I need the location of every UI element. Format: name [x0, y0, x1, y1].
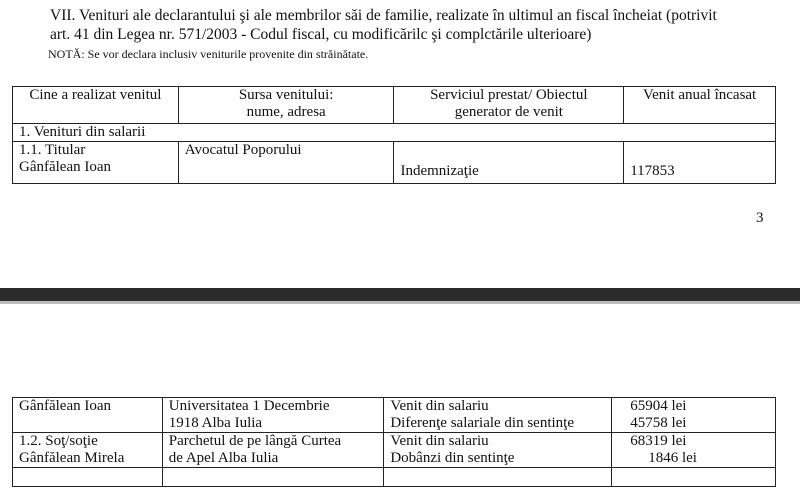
- table-header-row: [13, 87, 776, 124]
- cell-amount: 117853: [624, 142, 776, 184]
- header-amount: Venit anual încasat: [624, 87, 776, 124]
- header-who: Cine a realizat venitul: [13, 87, 179, 124]
- table-row-empty: [13, 468, 776, 487]
- page-break-shadow: [0, 301, 800, 304]
- header-service: Serviciul prestat/ Obiectul generator de venit: [394, 87, 624, 124]
- page-number: 3: [756, 210, 764, 226]
- nota-text: NOTĂ: Se vor declara inclusiv veniturile provenite din străinătate.: [48, 47, 369, 61]
- cell-amount: 65904 lei 45758 lei: [612, 398, 776, 433]
- income-table-top: [12, 86, 776, 184]
- cell-source: Universitatea 1 Decembrie 1918 Alba Iulia: [162, 398, 384, 433]
- cell-who: Gânfălean Ioan: [13, 398, 163, 433]
- header-source: Sursa venitului: nume, adresa: [178, 87, 394, 124]
- cell-service: Venit din salariu Diferenţe salariale din sentinţe: [384, 398, 612, 433]
- cell-source: Parchetul de pe lângă Curtea de Apel Alba Iulia: [162, 433, 384, 468]
- cell-source: Avocatul Poporului: [178, 142, 394, 184]
- section-title-line2: art. 41 din Legea nr. 571/2003 - Codul fiscal, cu modificărilс şi complсtările ulterioare): [50, 26, 592, 43]
- cell-amount: 68319 lei 1846 lei: [612, 433, 776, 468]
- table-row: [13, 433, 776, 468]
- table-row: [13, 398, 776, 433]
- table-row: [13, 142, 776, 184]
- cell-service: Indemnizaţie: [394, 142, 624, 184]
- cell-who: 1.1. Titular Gânfălean Ioan: [13, 142, 179, 184]
- cell-who: 1.2. Soţ/soţie Gânfălean Mirela: [13, 433, 163, 468]
- section-title-line1: VII. Venituri ale declarantului şi ale membrilor săi de familie, realizate în ultimul an fiscal încheiat (potrivit: [50, 7, 717, 24]
- section-label: 1. Venituri din salarii: [13, 124, 776, 142]
- income-table-continued: [12, 397, 776, 487]
- section-row-salaries: [13, 124, 776, 142]
- page-break-bar: [0, 288, 800, 301]
- cell-service: Venit din salariu Dobânzi din sentinţe: [384, 433, 612, 468]
- section-title: [50, 6, 790, 44]
